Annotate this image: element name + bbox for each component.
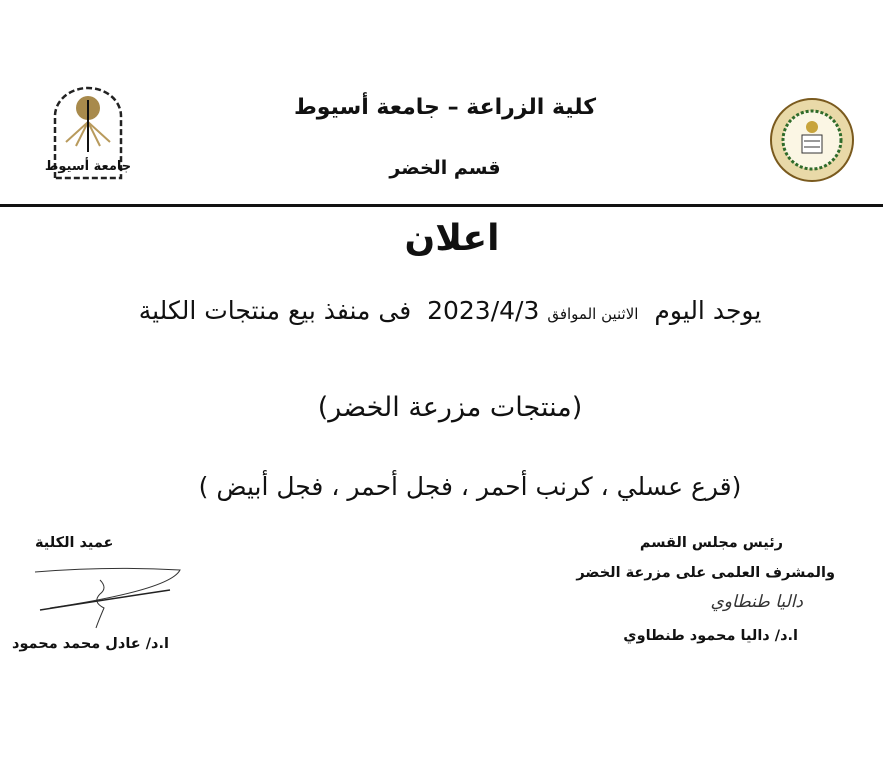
left-signatory-name: ا.د/ عادل محمد محمود xyxy=(12,636,169,652)
faculty-seal-logo xyxy=(768,97,856,183)
left-role: عميد الكلية xyxy=(35,535,114,551)
dean-signature xyxy=(30,560,190,630)
day-text: الاثنين الموافق xyxy=(547,305,639,323)
university-logo xyxy=(44,86,132,180)
products-list: (قرع عسلي ، كرنب أحمر ، فجل أحمر ، فجل أبيض ) xyxy=(198,472,742,501)
right-handwritten-signature: داليا طنطاوي xyxy=(710,592,803,612)
header-divider xyxy=(0,204,883,207)
right-role1: رئيس مجلس القسم xyxy=(639,535,783,551)
right-role2: والمشرف العلمى على مزرعة الخضر xyxy=(576,565,835,581)
announcement-line xyxy=(139,296,762,325)
line-start: يوجد اليوم xyxy=(654,296,762,325)
line-end: فى منفذ بيع منتجات الكلية xyxy=(138,296,412,325)
department-title: قسم الخضر xyxy=(389,157,501,179)
date-text: 2023/4/3 xyxy=(427,296,540,325)
announcement-heading: اعلان xyxy=(404,218,500,259)
products-subtitle: (منتجات مزرعة الخضر) xyxy=(317,392,583,423)
faculty-title: كلية الزراعة – جامعة أسيوط xyxy=(293,95,597,120)
svg-text:جامعة أسيوط: جامعة أسيوط xyxy=(44,159,132,174)
right-signatory-name: ا.د/ داليا محمود طنطاوي xyxy=(623,628,798,644)
